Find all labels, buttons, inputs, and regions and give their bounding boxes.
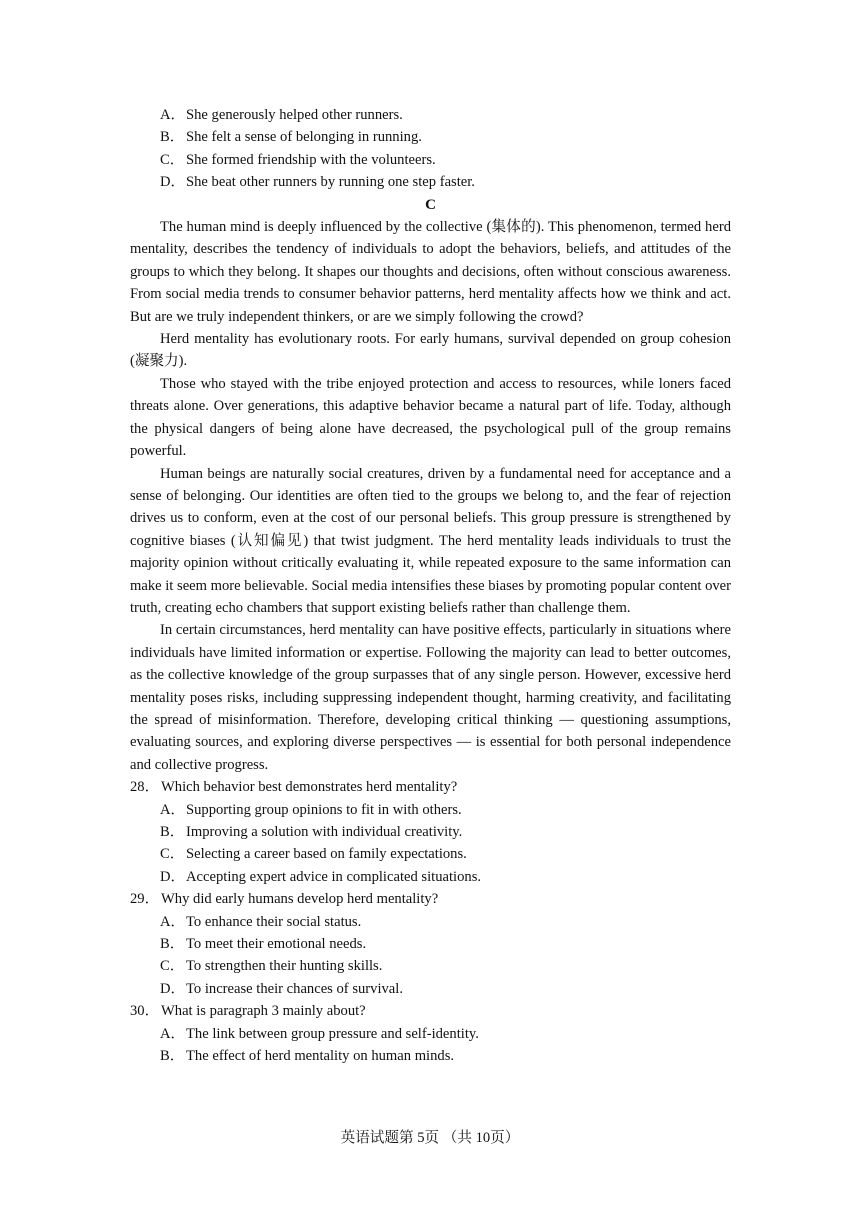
option-d: D．She beat other runners by running one step faster. bbox=[160, 174, 475, 191]
passage-paragraph-3: Those who stayed with the tribe enjoyed protection and access to resources, while loners faced threats alone. Over generations, this adaptive behavior became a natural part of life. Today, although the physical dangers of being alone have decreased, the psychological pull of the group remains powerful. bbox=[130, 375, 731, 460]
question-29 bbox=[130, 888, 731, 1000]
option-c: C． Selecting a career based on family expectations. bbox=[160, 846, 467, 863]
question-30 bbox=[130, 1000, 731, 1067]
option-a: A．She generously helped other runners. bbox=[160, 107, 403, 123]
question-stem: 28． Which behavior best demonstrates herd mentality? bbox=[130, 779, 458, 796]
option-b: B． The effect of herd mentality on human minds. bbox=[160, 1048, 455, 1065]
option-b: B． Improving a solution with individual creativity. bbox=[160, 824, 463, 840]
option-c: C． To strengthen their hunting skills. bbox=[160, 958, 383, 975]
option-a: A．Supporting group opinions to fit in with others. bbox=[160, 801, 462, 818]
section-heading: C bbox=[425, 196, 436, 213]
passage-paragraph-2: Herd mentality has evolutionary roots. For early humans, survival depended on group cohesion (凝聚力). bbox=[130, 331, 731, 370]
passage bbox=[130, 216, 731, 776]
option-a: A．The link between group pressure and self-identity. bbox=[160, 1025, 479, 1042]
option-c: C． She formed friendship with the volunteers. bbox=[160, 151, 436, 168]
option-a: A．To enhance their social status. bbox=[160, 913, 362, 930]
option-b: B． To meet their emotional needs. bbox=[160, 936, 367, 953]
option-b: B． She felt a sense of belonging in running. bbox=[160, 129, 422, 146]
question-stem: 30． What is paragraph 3 mainly about? bbox=[130, 1003, 366, 1020]
page-content bbox=[130, 104, 731, 1067]
page-footer: 英语试题第 5页 （共 10页） bbox=[340, 1130, 520, 1146]
passage-paragraph-5: In certain circumstances, herd mentality can have positive effects, particularly in situations where individuals have limited information or expertise. Following the majority can lead to better outcomes, as the collective knowledge of the group surpasses that of any single person. However, excessive herd mentality poses risks, including suppressing independent thought, harming creativity, and facilitating the spread of misinformation. Therefore, developing critical thinking — questioning assumptions, evaluating sources, and exploring diverse perspectives — is essential for both personal independence and collective progress. bbox=[130, 622, 731, 773]
option-d: D．Accepting expert advice in complicated situations. bbox=[160, 868, 482, 885]
passage-paragraph-1: The human mind is deeply influenced by the collective (集体的). This phenomenon, termed herd mentality, describes the tendency of individuals to adopt the behaviors, beliefs, and attitudes of the groups to which they belong. It shapes our thoughts and decisions, often without conscious awareness. From social media trends to consumer behavior patterns, herd mentality affects how we think and act. But are we truly independent thinkers, or are we simply following the crowd? bbox=[130, 219, 731, 325]
question-stem: 29． Why did early humans develop herd mentality? bbox=[130, 891, 439, 908]
question-28 bbox=[130, 776, 731, 888]
previous-question-options bbox=[130, 104, 731, 194]
option-d: D．To increase their chances of survival. bbox=[160, 980, 403, 997]
passage-paragraph-4: Human beings are naturally social creatures, driven by a fundamental need for acceptance and a sense of belonging. Our identities are often tied to the groups we belong to, and the fear of rejection drives us to conform, even at the cost of our personal beliefs. This group pressure is strengthened by cognitive biases (认知偏见) that twist judgment. The herd mentality leads individuals to trust the majority opinion without critically evaluating it, while repeated exposure to the same information can make it seem more believable. Social media intensifies these biases by promoting popular content over truth, creating echo chambers that support existing beliefs rather than challenge them. bbox=[130, 465, 732, 616]
